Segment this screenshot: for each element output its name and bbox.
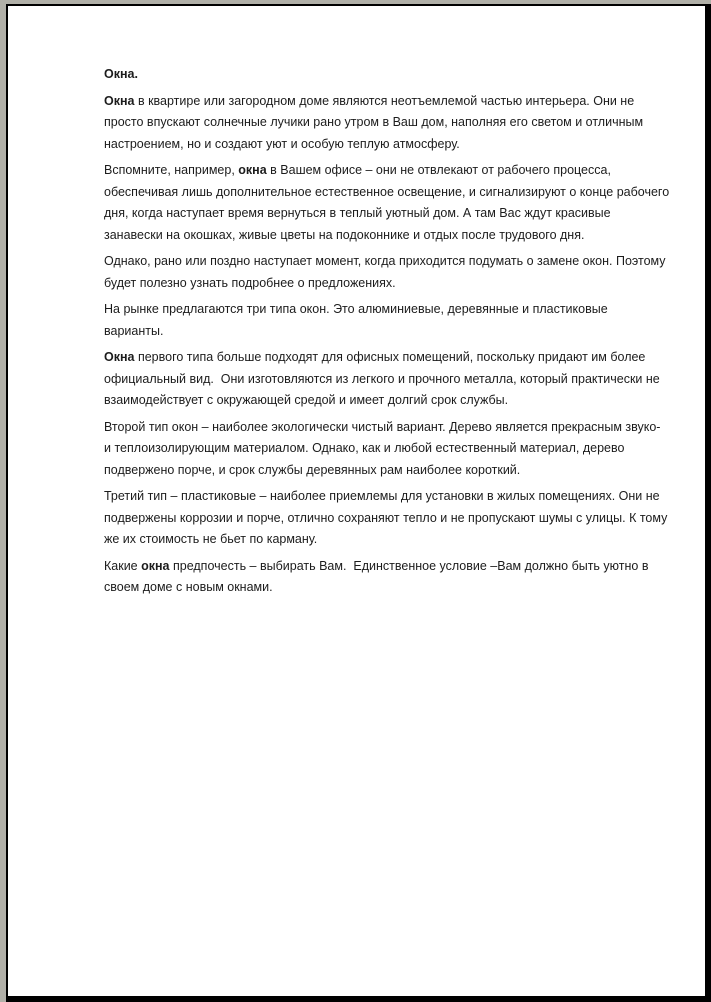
text-run: в квартире или загородном доме являются неотъемлемой частью интерьера. Они не просто впускают солнечные лучики рано утром в Ваш дом, наполняя его светом и отличным настроением, но и создают уют и особую теплую атмосферу. xyxy=(104,93,647,151)
bold-text-run: окна xyxy=(141,558,170,573)
document-body xyxy=(104,64,673,599)
document-page xyxy=(6,4,711,1002)
text-run: Вспомните, например, xyxy=(104,163,239,177)
paragraph xyxy=(104,417,670,482)
text-run: Третий тип – пластиковые – наиболее приемлемы для установки в жилых помещениях. Они не подвержены коррозии и порче, отлично сохраняют тепло и не пропускают шумы с улицы. К тому же их стоимость не бьет по карману. xyxy=(104,489,671,546)
bold-text-run: Окна xyxy=(104,350,135,364)
text-run: Какие xyxy=(104,558,142,573)
text-run: Второй тип окон – наиболее экологически чистый вариант. Дерево является прекрасным звуко- и теплоизолирующим материалом. Однако, как и любой естественный материал, дерево подвержено порче, и срок службы деревянных рам наиболее короткий. xyxy=(104,419,664,477)
bold-text-run: окна xyxy=(238,163,267,177)
paragraph xyxy=(104,160,673,246)
bold-text-run: Окна xyxy=(104,93,135,108)
text-run: предпочесть – выбирать Вам. Единственное условие –Вам должно быть уютно в своем доме с новым окнами. xyxy=(104,558,652,594)
paragraph xyxy=(104,299,670,342)
text-run: первого типа больше подходят для офисных помещений, поскольку придают им более официальный вид. Они изготовляются из легкого и прочного металла, который практически не взаимодействует с окружающей средой и имеет долгий срок службы. xyxy=(104,350,664,407)
paragraph xyxy=(104,91,670,156)
paragraph xyxy=(104,251,670,294)
text-run: в Вашем офисе – они не отвлекают от рабочего процесса, обеспечивая лишь дополнительное естественное освещение, и сигнализируют о конце рабочего дня, когда наступает время вернуться в теплый уютный дом. А там Вас ждут красивые занавески на окошках, живые цветы на подоконнике и отдых после трудового дня. xyxy=(104,163,673,242)
text-run: На рынке предлагаются три типа окон. Это алюминиевые, деревянные и пластиковые варианты. xyxy=(104,302,612,338)
text-run: Однако, рано или поздно наступает момент, когда приходится подумать о замене окон. Поэтому будет полезно узнать подробнее о предложениях. xyxy=(104,254,670,290)
document-title: Окна. xyxy=(104,67,138,81)
paragraph xyxy=(104,556,670,599)
paragraph xyxy=(104,347,670,412)
paragraph xyxy=(104,486,670,551)
